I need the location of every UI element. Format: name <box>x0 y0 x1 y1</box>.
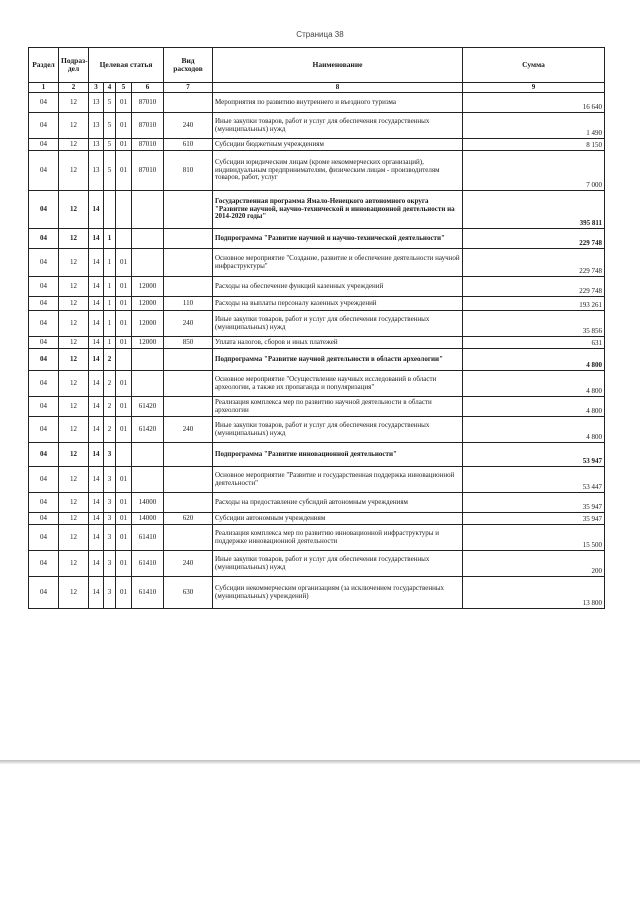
cell-podrazdel: 12 <box>59 93 89 113</box>
cell-summa: 4 800 <box>463 371 605 397</box>
cell-cs-direction: 87010 <box>132 113 164 139</box>
cell-summa: 4 800 <box>463 397 605 417</box>
table-row <box>29 349 605 371</box>
column-number: 3 <box>89 83 104 93</box>
table-row <box>29 337 605 349</box>
column-number: 1 <box>29 83 59 93</box>
cell-naimenovanie: Основное мероприятие "Развитие и государственная поддержка инновационной деятельности" <box>213 467 463 493</box>
cell-cs-direction: 87010 <box>132 93 164 113</box>
cell-podrazdel: 12 <box>59 191 89 229</box>
cell-summa: 193 261 <box>463 297 605 311</box>
table-row <box>29 551 605 577</box>
cell-cs-event: 01 <box>116 113 132 139</box>
cell-razdel: 04 <box>29 525 59 551</box>
cell-summa: 16 640 <box>463 93 605 113</box>
column-number: 9 <box>463 83 605 93</box>
cell-cs-program: 13 <box>89 93 104 113</box>
header-naimenovanie: Наименование <box>213 48 463 83</box>
cell-razdel: 04 <box>29 277 59 297</box>
cell-cs-direction: 14000 <box>132 493 164 513</box>
cell-cs-subprogram: 5 <box>104 151 116 191</box>
cell-cs-program: 14 <box>89 577 104 609</box>
cell-podrazdel: 12 <box>59 277 89 297</box>
cell-cs-event: 01 <box>116 151 132 191</box>
cell-cs-subprogram: 2 <box>104 371 116 397</box>
cell-cs-event: 01 <box>116 417 132 443</box>
cell-naimenovanie: Субсидии автономным учреждениям <box>213 513 463 525</box>
column-number: 4 <box>104 83 116 93</box>
cell-podrazdel: 12 <box>59 371 89 397</box>
header-celevaya-statya: Целевая статья <box>89 48 164 83</box>
table-row <box>29 577 605 609</box>
cell-cs-program: 14 <box>89 277 104 297</box>
header-razdel: Раздел <box>29 48 59 83</box>
cell-vid-raskhodov <box>164 277 213 297</box>
header-podrazdel: Подраз-дел <box>59 48 89 83</box>
cell-vid-raskhodov: 240 <box>164 311 213 337</box>
cell-cs-event: 01 <box>116 249 132 277</box>
cell-cs-event: 01 <box>116 311 132 337</box>
cell-vid-raskhodov <box>164 397 213 417</box>
cell-summa: 1 490 <box>463 113 605 139</box>
cell-razdel: 04 <box>29 93 59 113</box>
cell-cs-program: 14 <box>89 417 104 443</box>
table-row <box>29 417 605 443</box>
table-row <box>29 93 605 113</box>
cell-podrazdel: 12 <box>59 337 89 349</box>
cell-naimenovanie: Иные закупки товаров, работ и услуг для обеспечения государственных (муниципальных) нужд <box>213 551 463 577</box>
cell-razdel: 04 <box>29 311 59 337</box>
cell-razdel: 04 <box>29 513 59 525</box>
table-row <box>29 249 605 277</box>
cell-podrazdel: 12 <box>59 397 89 417</box>
cell-vid-raskhodov <box>164 349 213 371</box>
cell-cs-direction: 12000 <box>132 311 164 337</box>
cell-cs-direction <box>132 229 164 249</box>
cell-razdel: 04 <box>29 493 59 513</box>
cell-naimenovanie: Расходы на предоставление субсидий автономным учреждениям <box>213 493 463 513</box>
cell-naimenovanie: Государственная программа Ямало-Ненецкого автономного округа "Развитие научной, научно-технической и инновационной деятельности на 2014-2020 годы" <box>213 191 463 229</box>
cell-naimenovanie: Подпрограмма "Развитие инновационной деятельности" <box>213 443 463 467</box>
cell-cs-event: 01 <box>116 397 132 417</box>
cell-podrazdel: 12 <box>59 297 89 311</box>
cell-cs-program: 14 <box>89 349 104 371</box>
table-row <box>29 151 605 191</box>
cell-cs-program: 14 <box>89 513 104 525</box>
cell-vid-raskhodov: 240 <box>164 417 213 443</box>
cell-summa: 395 811 <box>463 191 605 229</box>
cell-cs-subprogram: 3 <box>104 513 116 525</box>
cell-podrazdel: 12 <box>59 493 89 513</box>
cell-cs-direction <box>132 349 164 371</box>
cell-cs-subprogram: 1 <box>104 337 116 349</box>
cell-razdel: 04 <box>29 151 59 191</box>
cell-cs-subprogram: 1 <box>104 277 116 297</box>
cell-cs-subprogram: 3 <box>104 551 116 577</box>
cell-cs-direction: 61410 <box>132 551 164 577</box>
cell-cs-event: 01 <box>116 139 132 151</box>
table-row <box>29 493 605 513</box>
cell-razdel: 04 <box>29 551 59 577</box>
budget-table <box>28 47 605 609</box>
column-number-row <box>29 83 605 93</box>
cell-naimenovanie: Субсидии юридическим лицам (кроме некоммерческих организаций), индивидуальным предпринимателям, физическим лицам - производителям товаров, работ, услуг <box>213 151 463 191</box>
cell-razdel: 04 <box>29 139 59 151</box>
cell-naimenovanie: Субсидии бюджетным учреждениям <box>213 139 463 151</box>
cell-cs-direction <box>132 249 164 277</box>
cell-summa: 229 748 <box>463 229 605 249</box>
column-number: 8 <box>213 83 463 93</box>
cell-razdel: 04 <box>29 249 59 277</box>
cell-podrazdel: 12 <box>59 513 89 525</box>
cell-podrazdel: 12 <box>59 551 89 577</box>
cell-naimenovanie: Реализация комплекса мер по развитию научной деятельности в области археологии <box>213 397 463 417</box>
cell-naimenovanie: Расходы на обеспечение функций казенных учреждений <box>213 277 463 297</box>
cell-summa: 35 947 <box>463 513 605 525</box>
cell-cs-subprogram: 2 <box>104 349 116 371</box>
cell-cs-event: 01 <box>116 513 132 525</box>
cell-cs-direction <box>132 443 164 467</box>
cell-cs-event: 01 <box>116 493 132 513</box>
table-row <box>29 443 605 467</box>
cell-cs-event <box>116 191 132 229</box>
cell-summa: 7 000 <box>463 151 605 191</box>
cell-razdel: 04 <box>29 191 59 229</box>
cell-cs-event: 01 <box>116 577 132 609</box>
cell-cs-direction: 87010 <box>132 139 164 151</box>
cell-cs-program: 14 <box>89 467 104 493</box>
cell-cs-subprogram: 2 <box>104 417 116 443</box>
cell-cs-event: 01 <box>116 467 132 493</box>
cell-summa: 229 748 <box>463 277 605 297</box>
cell-vid-raskhodov <box>164 493 213 513</box>
cell-podrazdel: 12 <box>59 229 89 249</box>
cell-razdel: 04 <box>29 349 59 371</box>
cell-cs-direction: 61410 <box>132 525 164 551</box>
cell-cs-subprogram: 1 <box>104 297 116 311</box>
cell-summa: 13 800 <box>463 577 605 609</box>
cell-cs-subprogram: 1 <box>104 249 116 277</box>
table-row <box>29 525 605 551</box>
cell-cs-subprogram: 5 <box>104 93 116 113</box>
cell-naimenovanie: Субсидии некоммерческим организациям (за исключением государственных (муниципальных) учреждений) <box>213 577 463 609</box>
cell-cs-event: 01 <box>116 371 132 397</box>
cell-naimenovanie: Расходы на выплаты персоналу казенных учреждений <box>213 297 463 311</box>
cell-summa: 4 800 <box>463 417 605 443</box>
column-number: 7 <box>164 83 213 93</box>
cell-cs-program: 13 <box>89 139 104 151</box>
cell-podrazdel: 12 <box>59 311 89 337</box>
cell-summa: 229 748 <box>463 249 605 277</box>
cell-cs-direction: 14000 <box>132 513 164 525</box>
cell-cs-direction: 12000 <box>132 277 164 297</box>
cell-naimenovanie: Иные закупки товаров, работ и услуг для обеспечения государственных (муниципальных) нужд <box>213 417 463 443</box>
cell-vid-raskhodov: 110 <box>164 297 213 311</box>
cell-naimenovanie: Иные закупки товаров, работ и услуг для обеспечения государственных (муниципальных) нужд <box>213 113 463 139</box>
cell-cs-subprogram <box>104 191 116 229</box>
cell-cs-subprogram: 3 <box>104 443 116 467</box>
cell-razdel: 04 <box>29 417 59 443</box>
cell-razdel: 04 <box>29 467 59 493</box>
cell-cs-program: 13 <box>89 113 104 139</box>
cell-summa: 4 800 <box>463 349 605 371</box>
cell-summa: 53 947 <box>463 443 605 467</box>
cell-naimenovanie: Основное мероприятие "Осуществление научных исследований в области археологии, а также их пропаганда и популяризация" <box>213 371 463 397</box>
cell-summa: 53 447 <box>463 467 605 493</box>
cell-cs-direction <box>132 191 164 229</box>
cell-razdel: 04 <box>29 371 59 397</box>
cell-vid-raskhodov: 810 <box>164 151 213 191</box>
cell-cs-event: 01 <box>116 551 132 577</box>
column-number: 6 <box>132 83 164 93</box>
cell-naimenovanie: Основное мероприятие "Создание, развитие и обеспечение деятельности научной инфраструктуры" <box>213 249 463 277</box>
cell-vid-raskhodov <box>164 525 213 551</box>
cell-cs-program: 14 <box>89 297 104 311</box>
cell-naimenovanie: Реализация комплекса мер по развитию инновационной инфраструктуры и поддержке инновационной деятельности <box>213 525 463 551</box>
cell-summa: 35 947 <box>463 493 605 513</box>
header-row <box>29 48 605 83</box>
table-row <box>29 513 605 525</box>
cell-vid-raskhodov: 240 <box>164 113 213 139</box>
cell-razdel: 04 <box>29 577 59 609</box>
cell-naimenovanie: Уплата налогов, сборов и иных платежей <box>213 337 463 349</box>
table-row <box>29 191 605 229</box>
cell-vid-raskhodov: 850 <box>164 337 213 349</box>
cell-naimenovanie: Иные закупки товаров, работ и услуг для обеспечения государственных (муниципальных) нужд <box>213 311 463 337</box>
cell-naimenovanie: Мероприятия по развитию внутреннего и въездного туризма <box>213 93 463 113</box>
column-number: 2 <box>59 83 89 93</box>
cell-razdel: 04 <box>29 229 59 249</box>
cell-summa: 8 150 <box>463 139 605 151</box>
cell-summa: 35 856 <box>463 311 605 337</box>
table-row <box>29 277 605 297</box>
cell-razdel: 04 <box>29 113 59 139</box>
cell-cs-direction: 61410 <box>132 577 164 609</box>
cell-cs-program: 14 <box>89 493 104 513</box>
cell-cs-event <box>116 443 132 467</box>
cell-razdel: 04 <box>29 397 59 417</box>
cell-cs-program: 13 <box>89 151 104 191</box>
cell-podrazdel: 12 <box>59 113 89 139</box>
cell-podrazdel: 12 <box>59 467 89 493</box>
cell-cs-direction <box>132 467 164 493</box>
cell-cs-program: 14 <box>89 551 104 577</box>
cell-cs-program: 14 <box>89 229 104 249</box>
cell-podrazdel: 12 <box>59 417 89 443</box>
cell-podrazdel: 12 <box>59 349 89 371</box>
cell-podrazdel: 12 <box>59 249 89 277</box>
cell-vid-raskhodov: 610 <box>164 139 213 151</box>
cell-vid-raskhodov <box>164 467 213 493</box>
header-vid-raskhodov: Вид расходов <box>164 48 213 83</box>
cell-vid-raskhodov <box>164 443 213 467</box>
cell-summa: 200 <box>463 551 605 577</box>
cell-razdel: 04 <box>29 443 59 467</box>
cell-cs-program: 14 <box>89 443 104 467</box>
table-row <box>29 397 605 417</box>
cell-cs-subprogram: 3 <box>104 467 116 493</box>
cell-naimenovanie: Подпрограмма "Развитие научной деятельности в области археологии" <box>213 349 463 371</box>
cell-cs-subprogram: 3 <box>104 493 116 513</box>
cell-cs-event <box>116 349 132 371</box>
scan-edge <box>0 760 640 764</box>
cell-summa: 15 500 <box>463 525 605 551</box>
cell-cs-program: 14 <box>89 525 104 551</box>
page-number-label: Страница 38 <box>296 30 344 39</box>
cell-cs-subprogram: 3 <box>104 577 116 609</box>
cell-vid-raskhodov: 630 <box>164 577 213 609</box>
cell-cs-direction <box>132 371 164 397</box>
cell-podrazdel: 12 <box>59 577 89 609</box>
cell-podrazdel: 12 <box>59 139 89 151</box>
cell-cs-subprogram: 5 <box>104 139 116 151</box>
table-row <box>29 139 605 151</box>
cell-vid-raskhodov: 620 <box>164 513 213 525</box>
table-row <box>29 229 605 249</box>
cell-vid-raskhodov <box>164 229 213 249</box>
cell-vid-raskhodov <box>164 191 213 229</box>
cell-podrazdel: 12 <box>59 443 89 467</box>
cell-cs-subprogram: 2 <box>104 397 116 417</box>
cell-cs-event: 01 <box>116 525 132 551</box>
cell-razdel: 04 <box>29 337 59 349</box>
cell-cs-subprogram: 1 <box>104 229 116 249</box>
table-row <box>29 113 605 139</box>
cell-cs-program: 14 <box>89 249 104 277</box>
table-body <box>29 93 605 609</box>
cell-summa: 631 <box>463 337 605 349</box>
table-row <box>29 311 605 337</box>
cell-cs-program: 14 <box>89 191 104 229</box>
cell-cs-subprogram: 1 <box>104 311 116 337</box>
cell-cs-program: 14 <box>89 397 104 417</box>
table-row <box>29 467 605 493</box>
cell-cs-program: 14 <box>89 337 104 349</box>
cell-vid-raskhodov <box>164 249 213 277</box>
cell-cs-event: 01 <box>116 337 132 349</box>
cell-razdel: 04 <box>29 297 59 311</box>
cell-podrazdel: 12 <box>59 525 89 551</box>
cell-cs-program: 14 <box>89 311 104 337</box>
cell-cs-direction: 12000 <box>132 297 164 311</box>
cell-cs-event <box>116 229 132 249</box>
column-number: 5 <box>116 83 132 93</box>
cell-cs-direction: 87010 <box>132 151 164 191</box>
table-row <box>29 297 605 311</box>
cell-vid-raskhodov <box>164 371 213 397</box>
cell-vid-raskhodov <box>164 93 213 113</box>
cell-cs-direction: 12000 <box>132 337 164 349</box>
cell-cs-program: 14 <box>89 371 104 397</box>
header-summa: Сумма <box>463 48 605 83</box>
cell-cs-event: 01 <box>116 297 132 311</box>
cell-cs-subprogram: 3 <box>104 525 116 551</box>
cell-vid-raskhodov: 240 <box>164 551 213 577</box>
cell-cs-direction: 61420 <box>132 417 164 443</box>
cell-naimenovanie: Подпрограмма "Развитие научной и научно-технической деятельности" <box>213 229 463 249</box>
table-row <box>29 371 605 397</box>
cell-cs-direction: 61420 <box>132 397 164 417</box>
cell-podrazdel: 12 <box>59 151 89 191</box>
cell-cs-event: 01 <box>116 93 132 113</box>
cell-cs-event: 01 <box>116 277 132 297</box>
cell-cs-subprogram: 5 <box>104 113 116 139</box>
